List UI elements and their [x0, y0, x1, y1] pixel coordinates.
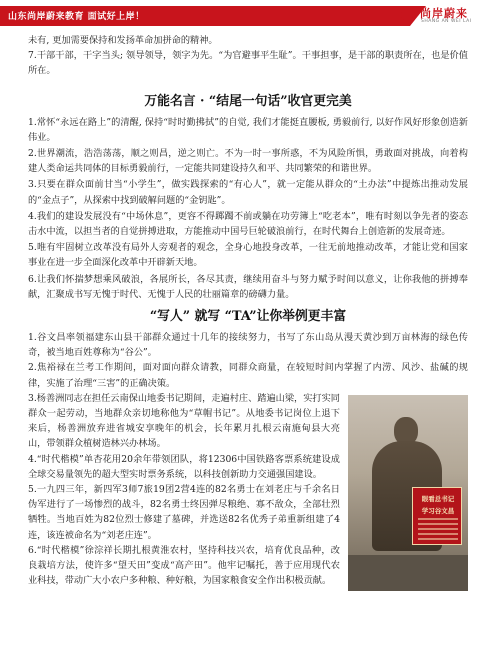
- example-item: 4.“时代楷模”单杏花用20余年带领团队，将12306中国铁路客票系统建设成全球交易量领先的超大型实时票务系统，以科技创新助力交通强国建设。: [28, 453, 340, 480]
- photo-ground: [348, 555, 468, 591]
- brand-subtitle: SHANG AN WEI LAI: [421, 19, 472, 24]
- brand-logo: [396, 4, 480, 28]
- plaque-line1: 眼看总书记: [421, 494, 455, 503]
- section-quotes: [28, 93, 468, 302]
- quote-item: 6.让我们怀揣梦想乘风破浪，各展所长，各尽其责，继续用奋斗与努力赋予时间以意义，让你我他的拼搏奉献，汇聚成书写无愧于时代、无愧于人民的壮丽篇章的磅礴力量。: [28, 273, 468, 300]
- quote-item: 3.只要在群众面前甘当“小学生”，做实践探索的“有心人”，就一定能从群众的“土办法”中提炼出推动发展的“金点子”，从探索中找到破解问题的“金钥匙”。: [28, 179, 468, 206]
- intro-block: [28, 33, 468, 79]
- brand-logo-icon: [395, 3, 420, 28]
- header-tagline: 山东尚岸蔚来教育 面试好上岸！: [8, 12, 145, 22]
- intro-paragraph: 7.干部干部，干字当头; 领导领导，领字为先。“为官避事平生耻”。干事担事，是干部的职责所在，也是价值所在。: [28, 50, 468, 77]
- example-item: 2.焦裕禄在兰考工作期间，面对面向群众请教，同群众商量，在较短时间内掌握了内涝、风沙、盐碱的规律，实施了治理“三害”的正确决策。: [28, 362, 468, 389]
- section-title-quotes: 万能名言 · “结尾一句话”收官更完美: [144, 93, 352, 109]
- quote-item: 2.世界潮流，浩浩荡荡，顺之则昌，逆之则亡。不为一时一事所惑，不为风险所惧，勇敢面对挑战，向着构建人类命运共同体的目标勇毅前行，一定能共同建设持久和平、共同繁荣的和谐世界。: [28, 148, 468, 175]
- example-item: 1.谷文昌率领福建东山县干部群众通过十几年的接续努力，书写了东山岛从漫天黄沙到万亩林海的绿色传奇，被当地百姓尊称为“谷公”。: [28, 332, 468, 359]
- plaque-line2: 学习谷文昌: [421, 506, 455, 515]
- example-item: 3.杨善洲同志在担任云南保山地委书记期间，走遍村庄、踏遍山梁，实打实同群众一起劳动，当地群众亲切地称他为“草帽书记”。从地委书记岗位上退下来后，杨善洲放弃进省城安享晚年的机会，长年累月扎根云南施甸县大亮山，带领群众植树造林兴办林场。: [28, 392, 340, 450]
- brand-name: 尚岸蔚来: [420, 7, 468, 20]
- plaque-text-lines: [418, 518, 458, 543]
- intro-paragraph: 未有, 更加需要保持和发扬革命加拼命的精神。: [28, 35, 218, 46]
- example-item: 6.“时代楷模”徐淙祥长期扎根黄淮农村，坚持科技兴农，培育优良品种，改良栽培方法，使许多“望天田”变成“高产田”。他牢记嘱托，善于应用现代农业科技，带动广大小农户多种粮、种好粮，为国家粮食安全作出积极贡献。: [28, 544, 340, 587]
- quote-item: 1.常怀“永远在路上”的清醒, 保持“时时勤拂拭”的自觉, 我们才能挺直腰板, 勇毅前行, 以好作风好形象创造新伟业。: [28, 116, 468, 143]
- quote-item: 4.我们的建设发展没有“中场休息”，更容不得踯躅不前或躺在功劳簿上“吃老本”，唯有时刻以争先者的姿态击水中流，以担当者的自觉拼搏进取，方能推动中国号巨轮破浪前行，在时代舞台上创造新的发展奇迹。: [28, 210, 468, 238]
- statue-photo: [348, 395, 468, 591]
- red-plaque: [412, 487, 462, 545]
- quote-item: 5.唯有牢固树立改革没有局外人旁观者的观念，全身心地投身改革，一往无前地推动改革，才能让党和国家事业在进一步全面深化改革中开辟新天地。: [28, 242, 468, 269]
- section-title-examples: “写人” 就写 “TA”让你举例更丰富: [149, 309, 347, 325]
- section-examples: [28, 308, 468, 588]
- example-item: 5.一九四三年，新四军3师7旅19团2营4连的82名勇士在刘老庄与千余名日伪军进行了一场惨烈的战斗，82名勇士终因弹尽粮绝、寡不敌众，全部壮烈牺牲。当地百姓为82位烈士修建了墓碑，并选送82名优秀子弟重新组建了4连，该连被命名为“刘老庄连”。: [28, 484, 340, 541]
- page-header: [0, 0, 483, 28]
- document-body: [28, 33, 468, 595]
